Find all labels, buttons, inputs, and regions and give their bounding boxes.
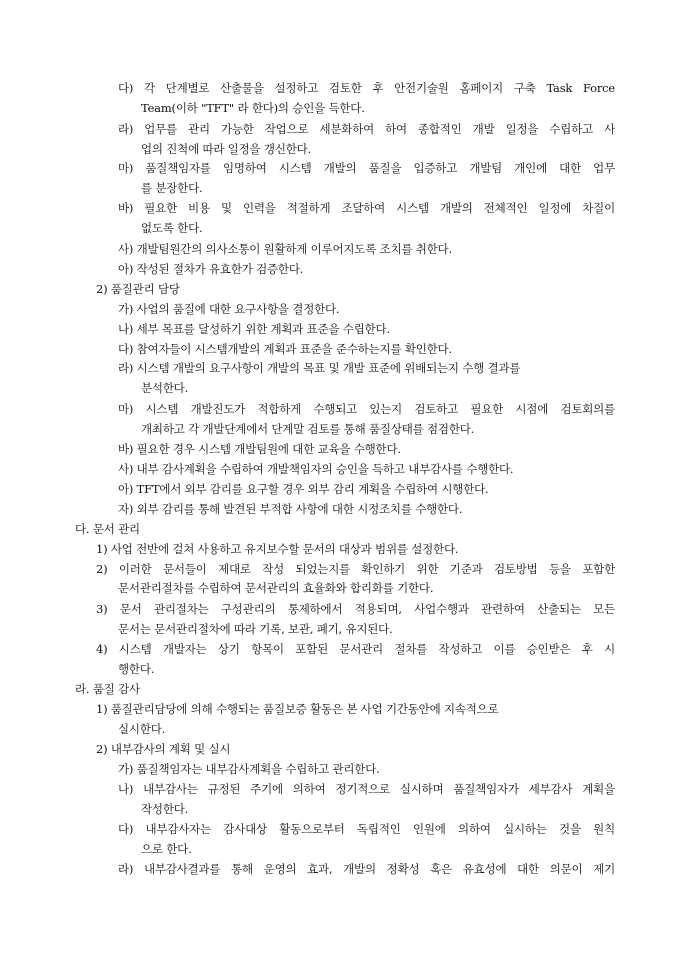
text-line: 없도록 한다. [141, 221, 203, 235]
text-line: 1) 사업 전반에 걸쳐 사용하고 유지보수할 문서의 대상과 범위를 설정한다. [96, 542, 459, 556]
text-line: 다) 참여자들이 시스템개발의 계획과 표준을 준수하는지를 확인한다. [118, 342, 452, 356]
text-line: 사) 개발팀원간의 의사소통이 원활하게 이루어지도록 조치를 취한다. [118, 242, 452, 256]
section-heading: 2) 품질관리 담당 [96, 282, 180, 296]
text-line: 나) 내부감사는 규정된 주기에 의하여 정기적으로 실시하며 품질책임자가 세부감사 계획을 [118, 782, 615, 796]
text-line: 행한다. [118, 662, 155, 676]
text-line: 문서는 문서관리절차에 따라 기록, 보관, 폐기, 유지된다. [118, 622, 393, 636]
text-line: 분석한다. [141, 381, 189, 395]
text-line: 를 분장한다. [141, 181, 203, 195]
text-line: 아) TFT에서 외부 감리를 요구할 경우 외부 감리 계획을 수립하여 시행한다. [118, 482, 489, 496]
text-line: 가) 품질책임자는 내부감사계획을 수립하고 관리한다. [118, 762, 380, 776]
text-line: 업의 진척에 따라 일정을 갱신한다. [141, 142, 312, 156]
text-line: 1) 품질관리담당에 의해 수행되는 품질보증 활동은 본 사업 기간동안에 지속적으로 [96, 702, 499, 716]
section-heading: 라. 품질 감사 [75, 682, 140, 696]
text-line: 바) 필요한 비용 및 인력을 적절하게 조달하여 시스템 개발의 전체적인 일정에 차질이 [118, 201, 615, 215]
text-line: 다) 내부감사자는 감사대상 활동으로부터 독립적인 인원에 의하여 실시하는 것을 원칙 [118, 822, 615, 836]
text-line: 사) 내부 감사계획을 수립하여 개발책임자의 승인을 득하고 내부감사를 수행한다. [118, 462, 514, 476]
text-line: 나) 세부 목표를 달성하기 위한 계획과 표준을 수립한다. [118, 322, 390, 336]
text-line: 다) 각 단계별로 산출물을 설정하고 검토한 후 안전기술원 홈페이지 구축 Task Force [118, 81, 615, 95]
text-line: 3) 문서 관리절차는 구성관리의 통제하에서 적용되며, 사업수행과 관련하여 산출되는 모든 [96, 602, 615, 616]
text-line: 문서관리절차를 수립하여 문서관리의 효율화와 합리화를 기한다. [118, 581, 434, 595]
section-heading: 다. 문서 관리 [75, 522, 140, 536]
text-line: 개최하고 각 개발단계에서 단계말 검토를 통해 품질상태를 점검한다. [141, 422, 475, 436]
text-line: 자) 외부 감리를 통해 발견된 부적합 사항에 대한 시정조치를 수행한다. [118, 502, 463, 516]
text-line: Team(이하 "TFT" 라 한다)의 승인을 득한다. [141, 101, 365, 115]
text-line: 가) 사업의 품질에 대한 요구사항을 결정한다. [118, 302, 340, 316]
text-line: 라) 시스템 개발의 요구사항이 개발의 목표 및 개발 표준에 위배되는지 수행 결과를 [118, 361, 521, 375]
text-line: 아) 작성된 절차가 유효한가 검증한다. [118, 262, 304, 276]
text-line: 바) 필요한 경우 시스템 개발팀원에 대한 교육을 수행한다. [118, 442, 401, 456]
text-line: 라) 내부감사결과를 통해 운영의 효과, 개발의 정확성 혹은 유효성에 대한 의문이 제기 [118, 862, 615, 876]
text-line: 라) 업무를 관리 가능한 작업으로 세분화하여 하여 종합적인 개발 일정을 수립하고 사 [118, 122, 615, 136]
text-line: 2) 이러한 문서들이 제대로 작성 되었는지를 확인하기 위한 기준과 검토방법 등을 포함한 [96, 562, 615, 576]
text-line: 으로 한다. [141, 842, 192, 856]
text-line: 마) 품질책임자를 임명하여 시스템 개발의 품질을 입증하고 개발팀 개인에 대한 업무 [118, 161, 615, 175]
section-heading: 2) 내부감사의 계획 및 실시 [96, 742, 231, 756]
text-line: 4) 시스템 개발자는 상기 항목이 포함된 문서관리 절차를 작성하고 이를 승인받은 후 시 [96, 642, 615, 656]
text-line: 작성한다. [141, 802, 189, 816]
text-line: 마) 시스템 개발진도가 적합하게 수행되고 있는지 검토하고 필요한 시점에 검토회의를 [118, 402, 615, 416]
text-line: 실시한다. [118, 722, 166, 736]
